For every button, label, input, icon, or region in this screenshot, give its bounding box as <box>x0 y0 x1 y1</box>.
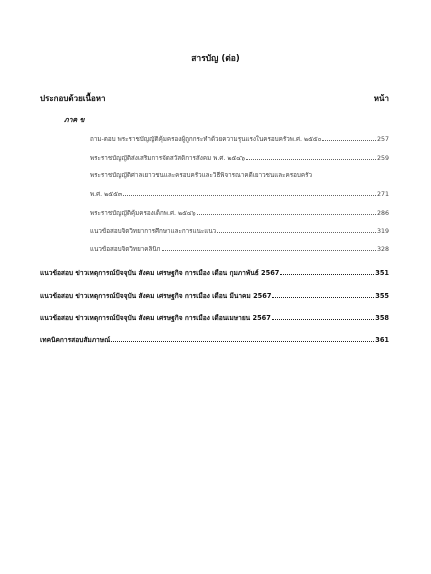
toc-page-number: 271 <box>376 191 389 198</box>
leader-dots <box>197 214 376 215</box>
toc-sub-entry <box>90 153 389 163</box>
toc-entry-text: แนวข้อสอบ ข่าวเหตุการณ์ปัจจุบัน สังคม เศรษฐกิจ การเมือง เดือนเมษายน 2567 <box>40 314 271 322</box>
leader-dots <box>162 250 376 251</box>
toc-entry-text: ถาม-ตอบ พระราชบัญญัติคุ้มครองผู้ถูกกระทำด้วยความรุนแรงในครอบครัวพ.ศ. ๒๕๕๐ <box>90 136 322 143</box>
toc-page-number: 259 <box>376 155 389 162</box>
toc-entry-text: แนวข้อสอบจิตวิทยาการศึกษาและการแนะแนว <box>90 228 217 235</box>
toc-page-number: 355 <box>375 292 389 300</box>
part-heading: ภาค ข <box>64 116 85 124</box>
toc-sub-entry <box>90 134 389 144</box>
toc-sub-entry <box>90 189 389 199</box>
toc-entry-text: พระราชบัญญัติศาลเยาวชนและครอบครัวและวิธีพิจารณาคดีเยาวชนและครอบครัว <box>90 172 313 179</box>
leader-dots <box>272 297 374 298</box>
toc-main-entry <box>40 290 389 301</box>
toc-entry-text: พระราชบัญญัติส่งเสริมการจัดสวัสดิการสังคม พ.ศ. ๒๕๔๖ <box>90 155 246 162</box>
leader-dots <box>123 195 376 196</box>
toc-page-number: 358 <box>375 314 389 322</box>
toc-entry-text: แนวข้อสอบ ข่าวเหตุการณ์ปัจจุบัน สังคม เศรษฐกิจ การเมือง เดือน กุมภาพันธ์ 2567 <box>40 269 280 277</box>
toc-page-number: 286 <box>376 210 389 217</box>
leader-dots <box>217 232 376 233</box>
leader-dots <box>322 140 376 141</box>
toc-entry-text: แนวข้อสอบจิตวิทยาคลินิก <box>90 246 161 253</box>
toc-sub-entry <box>90 170 389 180</box>
toc-entry-text: เทคนิคการสอบสัมภาษณ์ <box>40 336 111 344</box>
toc-main-entry <box>40 267 389 278</box>
toc-entry-text: พ.ศ. ๒๕๕๓ <box>90 191 123 198</box>
toc-page-number: 257 <box>376 136 389 143</box>
leader-dots <box>272 319 374 320</box>
toc-sub-entry <box>90 226 389 236</box>
toc-page-number: 328 <box>376 246 389 253</box>
toc-main-entry <box>40 334 389 345</box>
toc-entry-text: พระราชบัญญัติคุ้มครองเด็กพ.ศ. ๒๕๔๖ <box>90 210 196 217</box>
toc-sub-entry <box>90 244 389 254</box>
toc-sub-entry <box>90 208 389 218</box>
page-column-header: หน้า <box>373 94 389 103</box>
page-title: สารบัญ (ต่อ) <box>191 54 240 64</box>
toc-entry-text: แนวข้อสอบ ข่าวเหตุการณ์ปัจจุบัน สังคม เศรษฐกิจ การเมือง เดือน มีนาคม 2567 <box>40 292 272 300</box>
toc-main-entry <box>40 312 389 323</box>
toc-page-number: 319 <box>376 228 389 235</box>
leader-dots <box>280 274 374 275</box>
leader-dots <box>246 159 376 160</box>
toc-page-number: 351 <box>375 269 389 277</box>
contents-header: ประกอบด้วยเนื้อหา <box>40 94 106 103</box>
toc-page-number: 361 <box>375 336 389 344</box>
leader-dots <box>111 341 374 342</box>
